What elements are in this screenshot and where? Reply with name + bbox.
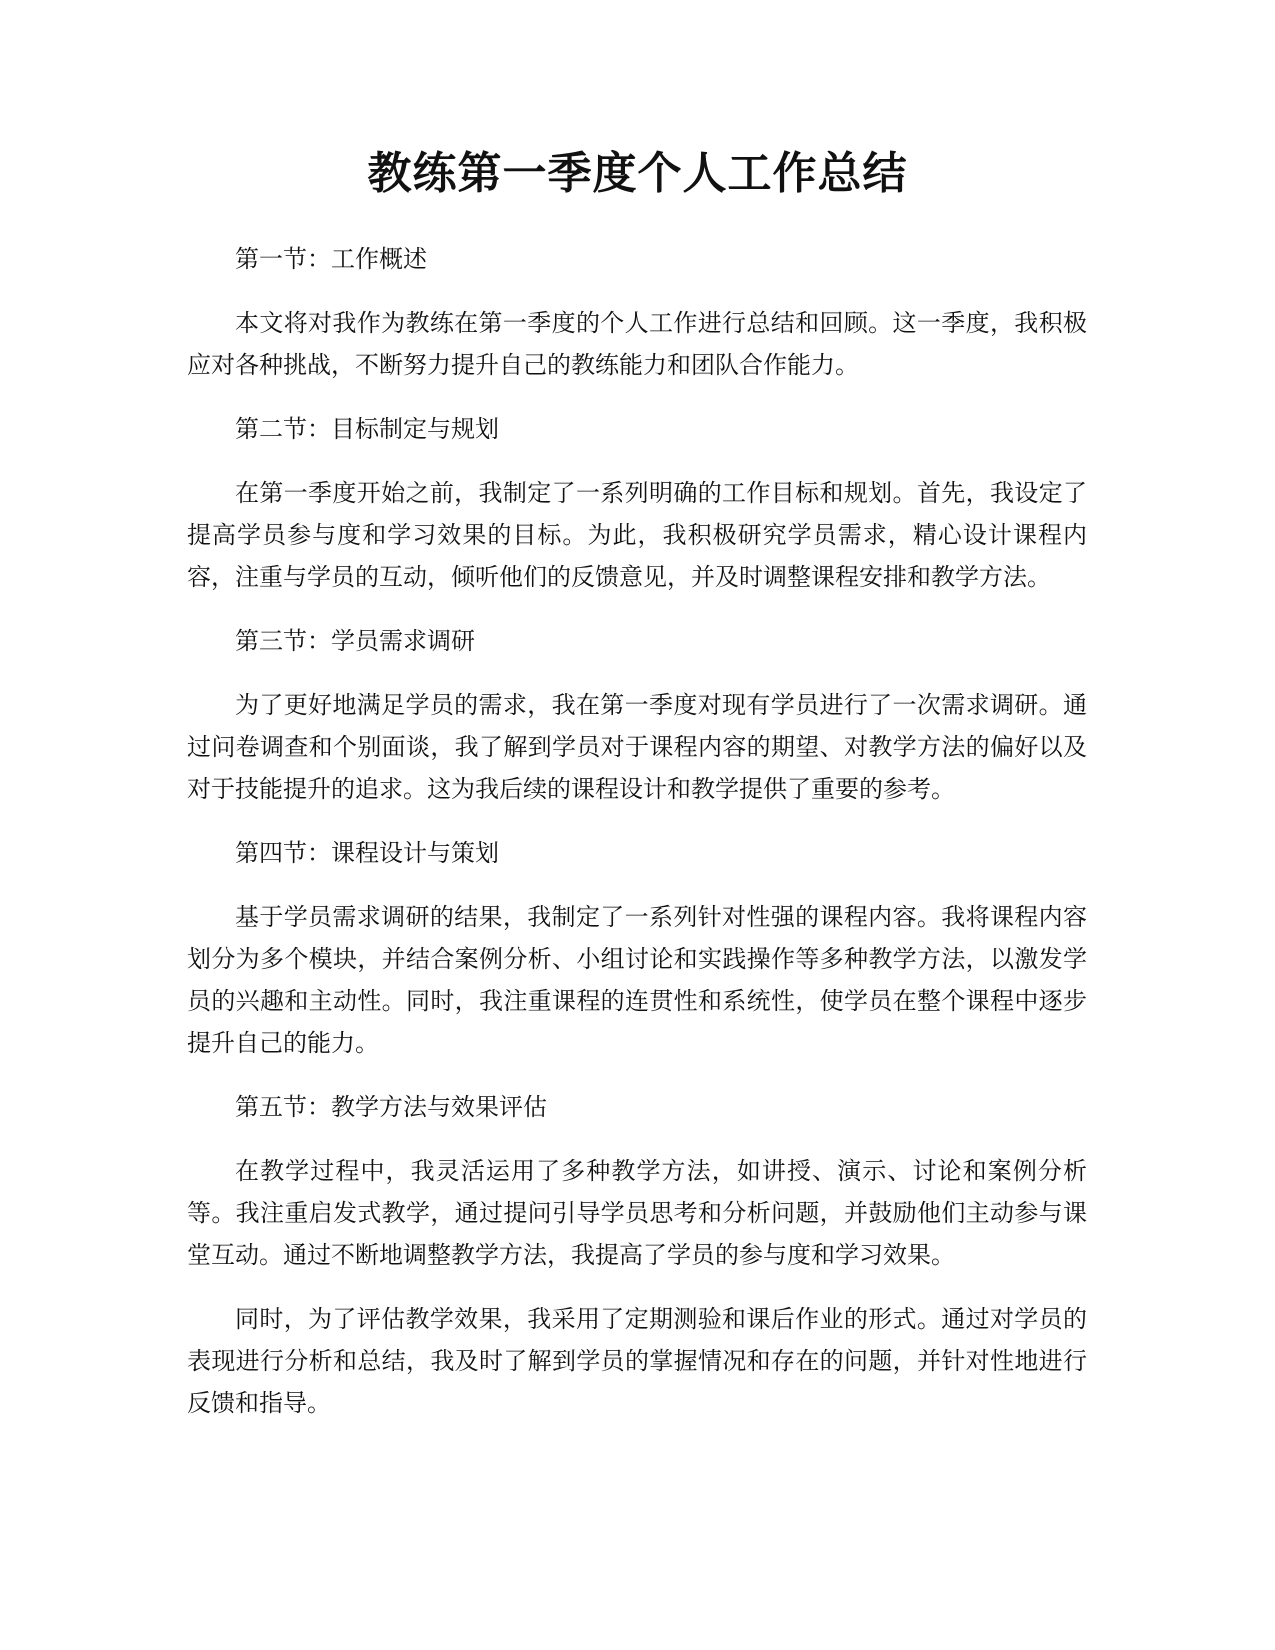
section-heading-5: 第五节：教学方法与效果评估 [235, 1093, 547, 1121]
section-paragraph-6: 同时，为了评估教学效果，我采用了定期测验和课后作业的形式。通过对学员的表现进行分析和总结，我及时了解到学员的掌握情况和存在的问题，并针对性地进行反馈和指导。 [187, 1305, 1087, 1417]
section-paragraph-5: 在教学过程中，我灵活运用了多种教学方法，如讲授、演示、讨论和案例分析等。我注重启发式教学，通过提问引导学员思考和分析问题，并鼓励他们主动参与课堂互动。通过不断地调整教学方法，我提高了学员的参与度和学习效果。 [187, 1157, 1087, 1269]
section-paragraph-3: 为了更好地满足学员的需求，我在第一季度对现有学员进行了一次需求调研。通过问卷调查和个别面谈，我了解到学员对于课程内容的期望、对教学方法的偏好以及对于技能提升的追求。这为我后续的课程设计和教学提供了重要的参考。 [187, 691, 1087, 803]
document-title: 教练第一季度个人工作总结 [367, 148, 908, 199]
section-heading-3: 第三节：学员需求调研 [235, 627, 475, 655]
section-heading-2: 第二节：目标制定与规划 [235, 415, 499, 443]
section-heading-4: 第四节：课程设计与策划 [235, 839, 499, 867]
section-heading-1: 第一节：工作概述 [235, 245, 427, 273]
section-paragraph-4: 基于学员需求调研的结果，我制定了一系列针对性强的课程内容。我将课程内容划分为多个模块，并结合案例分析、小组讨论和实践操作等多种教学方法，以激发学员的兴趣和主动性。同时，我注重课程的连贯性和系统性，使学员在整个课程中逐步提升自己的能力。 [187, 903, 1087, 1057]
section-paragraph-1: 本文将对我作为教练在第一季度的个人工作进行总结和回顾。这一季度，我积极应对各种挑战，不断努力提升自己的教练能力和团队合作能力。 [187, 309, 1087, 379]
document-body [187, 238, 1087, 1446]
section-paragraph-2: 在第一季度开始之前，我制定了一系列明确的工作目标和规划。首先，我设定了提高学员参与度和学习效果的目标。为此，我积极研究学员需求，精心设计课程内容，注重与学员的互动，倾听他们的反馈意见，并及时调整课程安排和教学方法。 [187, 479, 1087, 591]
